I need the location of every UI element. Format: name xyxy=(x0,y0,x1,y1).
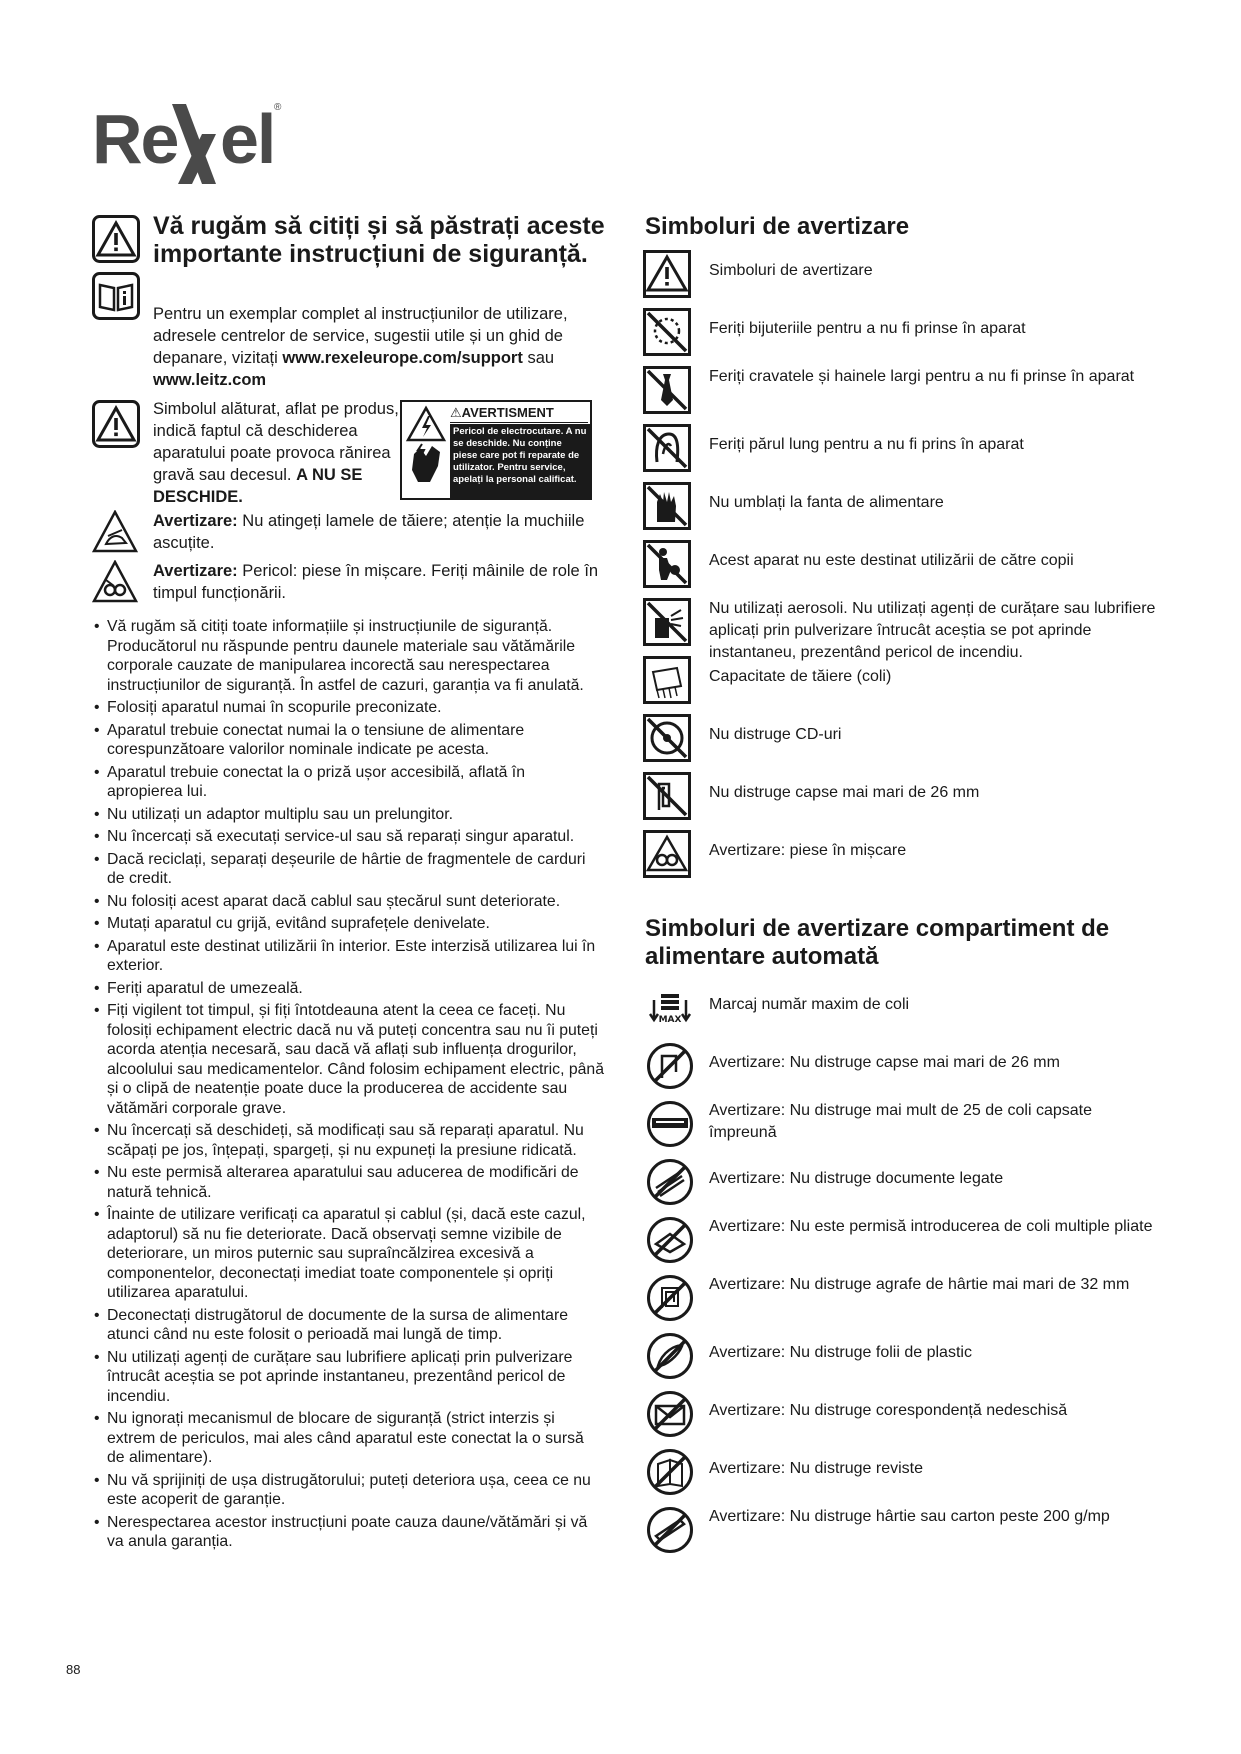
list-item: • Nu utilizați agenți de curățare sau lubrifiere aplicați prin pulverizare întrucât aceștia se pot aprinde instantaneu, prezentând pericol de incendiu. xyxy=(94,1348,604,1407)
symbol-label: Avertizare: Nu distruge documente legate xyxy=(709,1170,1004,1187)
warning-blades xyxy=(153,510,603,554)
warning-moving-label: Avertizare: xyxy=(153,562,238,580)
symbol-explanation xyxy=(153,398,403,508)
symbol-label: Avertizare: Nu distruge corespondență nedeschisă xyxy=(709,1402,1068,1419)
warning-moving-text: Pericol: piese în mișcare. Feriți mâinile de role în timpul funcționării. xyxy=(153,562,599,602)
no-aerosol-icon xyxy=(643,598,691,646)
page-number: 88 xyxy=(66,1662,81,1677)
no-long-hair-icon xyxy=(643,424,691,472)
no-magazines-icon xyxy=(646,1448,694,1496)
list-item: • Nu este permisă alterarea aparatului sau aducerea de modificări de natură tehnică. xyxy=(94,1163,604,1202)
list-item: • Vă rugăm să citiți toate informațiile și instrucțiunile de siguranță. Producătorul nu răspunde pentru daunele materiale sau vătămările corporale cauzate de manipularea incorectă sau nerespectarea instrucțiunilor de siguranță. În astfel de cazuri, garanția va fi anulată. xyxy=(94,617,604,695)
symbol-label: Marcaj număr maxim de coli xyxy=(709,996,910,1013)
list-item: • Mutați aparatul cu grijă, evitând suprafețele denivelate. xyxy=(94,914,604,934)
no-envelope-icon xyxy=(646,1390,694,1438)
list-item: • Aparatul este destinat utilizării în interior. Este interzisă utilizarea lui în exterior. xyxy=(94,937,604,976)
symbol-label: Avertizare: Nu distruge mai mult de 25 de coli capsate împreună xyxy=(709,1102,1093,1141)
electrocution-warning-label xyxy=(400,400,592,500)
list-item: • Nu folosiți acest aparat dacă cablul sau ștecărul sunt deteriorate. xyxy=(94,892,604,912)
safety-heading: Vă rugăm să citiți și să păstrați aceste importante instrucțiuni de siguranță. xyxy=(153,212,605,268)
no-jewellery-icon xyxy=(643,308,691,356)
symbol-label: Avertizare: Nu este permisă introducerea de coli multiple pliate xyxy=(709,1218,1153,1235)
electrocution-icon xyxy=(404,404,448,494)
symbol-label: Avertizare: Nu distruge reviste xyxy=(709,1460,924,1477)
no-large-staples-icon xyxy=(643,772,691,820)
list-item: • Fiți vigilent tot timpul, și fiți întotdeauna atent la ceea ce faceți. Nu folosiți echipament electric dacă nu vă puteți concentra sau nu îi puteți acorda atenția necesară, sau dacă vă aflați sub influența drogurilor, alcoolului sau medicamentelor. Când folosim echipament electric, până și o clipă de neatenție poate duce la producerea de accidente sau vătămări corporale grave. xyxy=(94,1001,604,1118)
moving-parts-icon xyxy=(643,830,691,878)
intro-paragraph xyxy=(153,303,603,391)
symbol-label: Avertizare: piese în mișcare xyxy=(709,842,907,859)
warning-triangle-icon xyxy=(92,400,140,448)
no-bound-docs-icon xyxy=(646,1158,694,1206)
no-folded-icon xyxy=(646,1216,694,1264)
sheet-capacity-icon xyxy=(643,656,691,704)
leitz-link[interactable]: www.leitz.com xyxy=(153,371,267,389)
list-item: • Feriți aparatul de umezeală. xyxy=(94,979,604,999)
no-children-icon xyxy=(643,540,691,588)
list-item: • Înainte de utilizare verificați ca aparatul și cablul (și, dacă este cazul, adaptorul) să nu fie deteriorate. Dacă observați semne vizibile de deteriorare, un miros puternic sau supraîncălzirea excesivă a componentelor, deconectați imediat toate componentele și opriți utilizarea aparatului. xyxy=(94,1205,604,1303)
autofeed-symbols-heading: Simboluri de avertizare compartiment de alimentare automată xyxy=(645,915,1110,970)
label-body: Pericol de electrocutare. A nu se deschide. Nu conține piese care pot fi reparate de utilizator. Pentru service, apelați la personal calificat. xyxy=(450,424,590,498)
svg-text:MAX: MAX xyxy=(658,1015,682,1025)
warning-blades-text: Nu atingeți lamele de tăiere; atenție la muchiile ascuțite. xyxy=(153,512,585,552)
do-not-open-text: A NU SE DESCHIDE. xyxy=(153,466,363,506)
symbol-label: Avertizare: Nu distruge folii de plastic xyxy=(709,1344,972,1361)
logo-registered: ® xyxy=(274,102,282,113)
list-item: • Nu vă sprijiniți de ușa distrugătorului; puteți deteriora ușa, ceea ce nu este acoperit de garanție. xyxy=(94,1471,604,1510)
sharp-blade-warning-icon xyxy=(92,510,138,554)
warning-symbols-heading: Simboluri de avertizare xyxy=(645,213,910,240)
list-item: • Aparatul trebuie conectat la o priză ușor accesibilă, aflată în apropierea lui. xyxy=(94,763,604,802)
intro-mid: sau xyxy=(522,349,555,367)
warning-blades-label: Avertizare: xyxy=(153,512,238,530)
logo-text-left: Re xyxy=(92,100,178,178)
no-hand-icon xyxy=(643,482,691,530)
list-item: • Aparatul trebuie conectat numai la o tensiune de alimentare corespunzătoare valorilor nominale indicate pe acesta. xyxy=(94,721,604,760)
symbol-label: Feriți părul lung pentru a nu fi prins în aparat xyxy=(709,436,1024,453)
list-item: • Nu utilizați un adaptor multiplu sau un prelungitor. xyxy=(94,805,604,825)
warning-moving-parts xyxy=(153,560,603,604)
no-cd-icon xyxy=(643,714,691,762)
label-title: ⚠AVERTISMENT xyxy=(450,404,588,423)
symbol-label: Nu utilizați aerosoli. Nu utilizați agenți de curățare sau lubrifiere aplicați prin pulverizare întrucât aceștia se pot aprinde instantaneu, prezentând pericol de incendiu. xyxy=(709,600,1156,661)
symbol-label: Feriți cravatele și hainele largi pentru a nu fi prinse în aparat xyxy=(709,368,1135,385)
symbol-label: Simboluri de avertizare xyxy=(709,262,873,279)
no-staples-26-icon xyxy=(646,1042,694,1090)
intro-text: Pentru un exemplar complet al instrucțiunilor de utilizare, adresele centrelor de service, sugestii utile și un ghid de depanare, vizitați xyxy=(153,305,568,367)
warning-triangle-icon xyxy=(643,250,691,298)
symbol-label: Acest aparat nu este destinat utilizării de către copii xyxy=(709,552,1074,569)
list-item: • Dacă reciclați, separați deșeurile de hârtie de fragmentele de carduri de credit. xyxy=(94,850,604,889)
list-item: • Folosiți aparatul numai în scopurile preconizate. xyxy=(94,698,604,718)
moving-parts-icon xyxy=(92,560,138,604)
symbol-label: Nu distruge capse mai mari de 26 mm xyxy=(709,784,980,801)
list-item: • Deconectați distrugătorul de documente de la sursa de alimentare atunci când nu este folosit o perioadă mai lungă de timp. xyxy=(94,1306,604,1345)
symbol-label: Avertizare: Nu distruge capse mai mari de 26 mm xyxy=(709,1054,1060,1071)
list-item: • Nerespectarea acestor instrucțiuni poate cauza daune/vătămări și vă va anula garanția. xyxy=(94,1513,604,1552)
no-plastic-icon xyxy=(646,1332,694,1380)
no-tie-icon xyxy=(643,366,691,414)
no-cardboard-icon xyxy=(646,1506,694,1554)
symbol-label: Nu umblați la fanta de alimentare xyxy=(709,494,944,511)
support-link[interactable]: www.rexeleurope.com/support xyxy=(282,349,523,367)
logo-text-right: el xyxy=(220,100,275,178)
symbol-label: Avertizare: Nu distruge hârtie sau carton peste 200 g/mp xyxy=(709,1508,1110,1525)
no-paperclips-icon xyxy=(646,1274,694,1322)
list-item: • Nu ignorați mecanismul de blocare de siguranță (strict interzis și extrem de periculos, mai ales când aparatul este conectat la o sursă de alimentare). xyxy=(94,1409,604,1468)
symbol-label: Feriți bijuteriile pentru a nu fi prinse în aparat xyxy=(709,320,1026,337)
label-title-text: AVERTISMENT xyxy=(461,405,554,420)
warning-triangle-icon xyxy=(92,215,140,263)
symbol-label: Avertizare: Nu distruge agrafe de hârtie mai mari de 32 mm xyxy=(709,1276,1130,1293)
safety-bullet-list xyxy=(94,617,604,1555)
read-manual-icon xyxy=(92,272,140,320)
max-sheets-icon xyxy=(646,984,694,1032)
no-stapled-25-icon xyxy=(646,1100,694,1148)
logo-x-mark xyxy=(164,94,224,194)
rexel-logo xyxy=(92,84,292,194)
list-item: • Nu încercați să executați service-ul sau să reparați singur aparatul. xyxy=(94,827,604,847)
symbol-label: Nu distruge CD-uri xyxy=(709,726,842,743)
symbol-text: Simbolul alăturat, aflat pe produs, indică faptul că deschiderea aparatului poate provoca rănirea gravă sau decesul. xyxy=(153,400,399,484)
list-item: • Nu încercați să deschideți, să modificați sau să reparați aparatul. Nu scăpați pe jos, înțepați, spargeți, și nu expuneți la presiune ridicată. xyxy=(94,1121,604,1160)
symbol-label: Capacitate de tăiere (coli) xyxy=(709,668,892,685)
